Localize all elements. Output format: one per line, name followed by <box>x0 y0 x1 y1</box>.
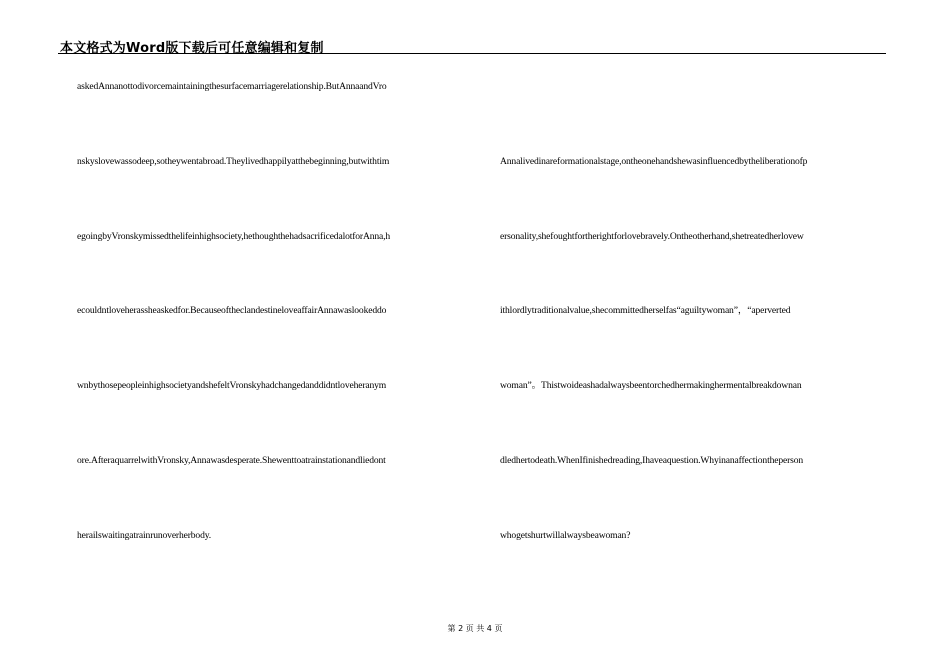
body-text-line: askedAnnanottodivorcemaintainingthesurfacemarriagerelationship.ButAnnaandVro <box>77 81 387 92</box>
body-text-line: ersonality,shefoughtfortherightforlovebravely.Ontheotherhand,shetreatedherlovew <box>500 231 804 242</box>
body-text-line: whogetshurtwillalwaysbeawoman? <box>500 530 631 541</box>
body-text-line: ore.AfteraquarrelwithVronsky,Annawasdesperate.Shewenttoatrainstationandliedont <box>77 455 386 466</box>
body-text-line: herailswaitingatrainrunoverherbody. <box>77 530 211 541</box>
page-number-footer: 第 2 页 共 4 页 <box>447 624 503 633</box>
body-text-line: dledhertodeath.WhenIfinishedreading,Ihaveaquestion.Whyinanaffectiontheperson <box>500 455 804 466</box>
body-text-line: woman”。Thistwoideashadalwaysbeentorchedhermakinghermentalbreakdownan <box>500 380 802 391</box>
body-text-line: ithlordlytraditionalvalue,shecommittedherselfas“aguiltywoman”，“aperverted <box>500 305 791 316</box>
body-text-line: ecouldntloveherassheaskedfor.BecauseoftheclandestineloveaffairAnnawaslookeddo <box>77 305 387 316</box>
body-text-line: wnbythosepeopleinhighsocietyandshefeltVronskyhadchangedanddidntloveheranym <box>77 380 387 391</box>
body-text-line: egoingbyVronskymissedthelifeinhighsociety,hethoughthehadsacrificedalotforAnna,h <box>77 231 391 242</box>
header-divider <box>58 53 886 54</box>
body-text-line: nskyslovewassodeep,sotheywentabroad.Theylivedhappilyatthebeginning,butwithtim <box>77 156 390 167</box>
body-text-line: Annalivedinareformationalstage,ontheonehandshewasinfluencedbytheliberationofp <box>500 156 808 167</box>
page-header-title: 本文格式为Word版下载后可任意编辑和复制 <box>60 41 324 56</box>
